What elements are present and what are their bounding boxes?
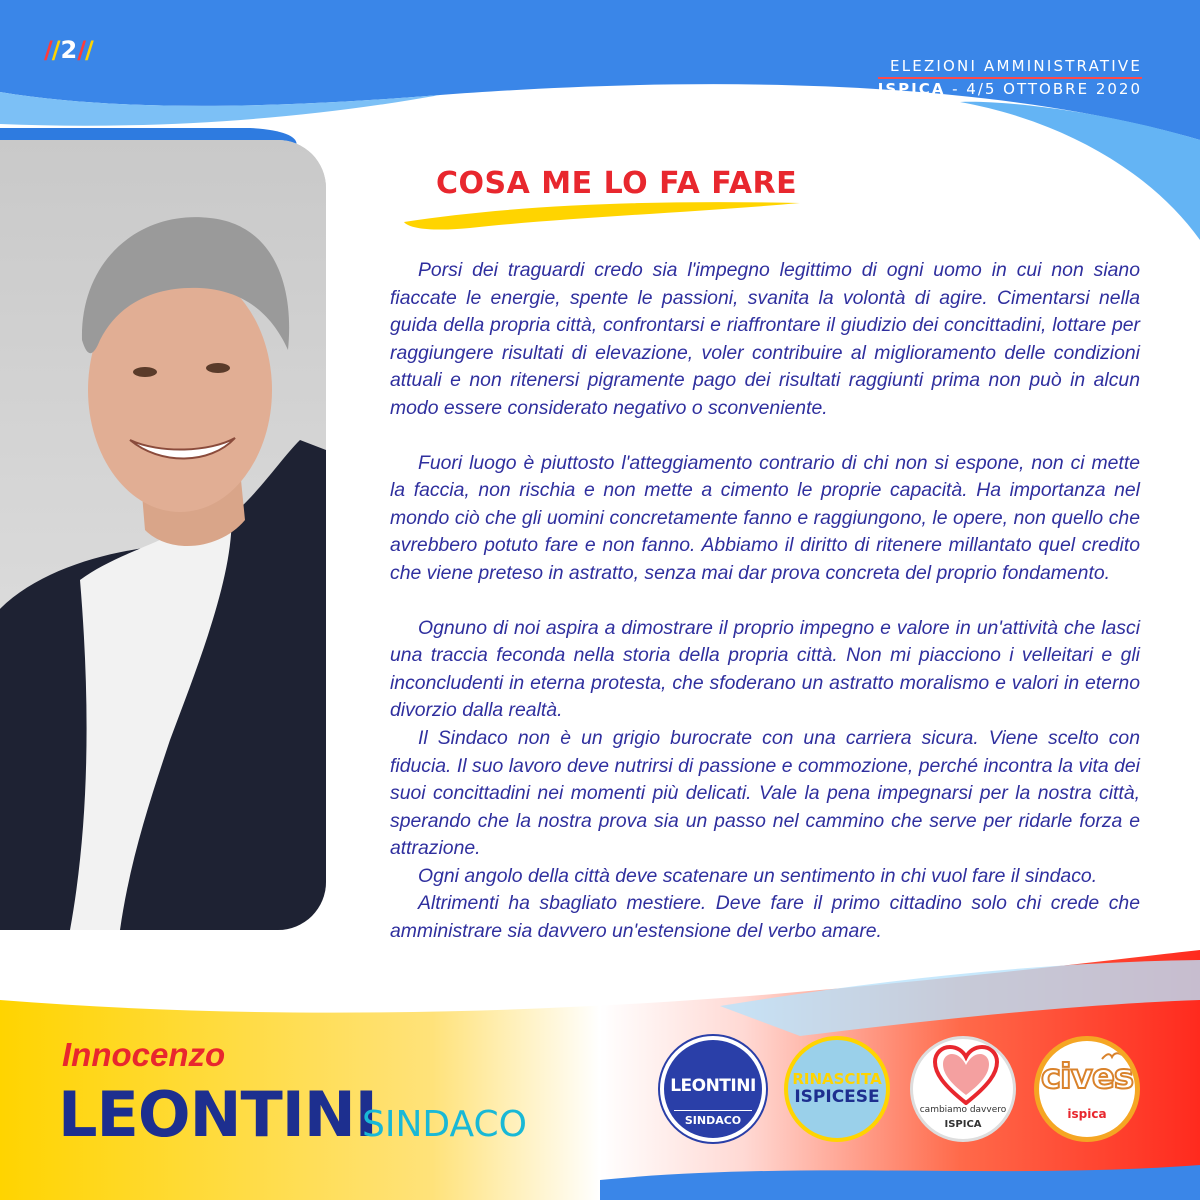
- logo-rinascita-ispicese: RINASCITA ISPICESE: [784, 1036, 890, 1142]
- paragraph: Il Sindaco non è un grigio burocrate con una carriera sicura. Viene scelto con fiducia. Il suo lavoro deve nutrirsi di passione e commozione, perché incontra la vita dei suoi concittadini nei momenti più delicati. Vale la pena impegnarsi per la nostra città, sperando che la nostra prova sia un passo nel cammino che serve per ridarle forza e attrazione.: [390, 726, 1140, 860]
- logo-cives-ispica: cives ispica: [1034, 1036, 1140, 1142]
- portrait-illustration: [0, 140, 326, 930]
- election-header: [878, 57, 1142, 99]
- paragraph: Ogni angolo della città deve scatenare un sentimento in chi vuol fare il sindaco.: [418, 864, 1098, 887]
- article-body: [390, 257, 1140, 946]
- candidate-last-name: LEONTINI: [58, 1078, 377, 1151]
- candidate-role: SINDACO: [362, 1104, 527, 1145]
- logo-leontini-sindaco: LEONTINI SINDACO: [660, 1036, 766, 1142]
- election-date-line: ISPICA - 4/5 OTTOBRE 2020: [877, 80, 1142, 98]
- paragraph: Altrimenti ha sbagliato mestiere. Deve fare il primo cittadino solo chi crede che amministrare sia davvero un'estensione del verbo amare.: [390, 892, 1140, 943]
- article-title: COSA ME LO FA FARE: [436, 166, 798, 201]
- candidate-photo: [0, 140, 326, 930]
- heart-icon: [933, 1045, 999, 1105]
- title-highlighter: [404, 202, 800, 229]
- paragraph: Ognuno di noi aspira a dimostrare il proprio impegno e valore in un'attività che lasci una traccia feconda nella storia della propria città. Non mi piacciono i velleitari e gli inconcludenti in eterna protesta, che sfoderano un astratto moralismo e valori in eterno divorzio dalla realtà.: [390, 616, 1140, 722]
- paragraph: Porsi dei traguardi credo sia l'impegno legittimo di ogni uomo in cui non siano fiaccate le energie, spente le passioni, svanita la volontà di agire. Cimentarsi nella guida della propria città, confrontarsi e riaffrontare il giudizio dei concittadini, lottare per raggiungere risultati di elevazione, voler contribuire al miglioramento delle condizioni attuali e non ritenersi pigramente pago dei risultati raggiunti prima non può in alcun modo essere considerato negativo o sconveniente.: [390, 259, 1140, 419]
- candidate-first-name: Innocenzo: [62, 1036, 226, 1073]
- paragraph: Fuori luogo è piuttosto l'atteggiamento contrario di chi non si espone, non ci mette la faccia, non rischia e non mette a cimento le proprie capacità. Ha importanza nel mondo ciò che gli uomini concretamente fanno e raggiungono, le opere, non quello che avrebbero potuto fare e non fanno. Abbiamo il diritto di ritenere millantato quel credito che viene preteso in astratto, senza mai dar prova concreta del proprio fondamento.: [390, 451, 1140, 584]
- page-number: //2//: [44, 36, 93, 64]
- logo-cambiamo-davvero-ispica: cambiamo davvero ISPICA: [910, 1036, 1016, 1142]
- election-title: ELEZIONI AMMINISTRATIVE: [878, 57, 1142, 79]
